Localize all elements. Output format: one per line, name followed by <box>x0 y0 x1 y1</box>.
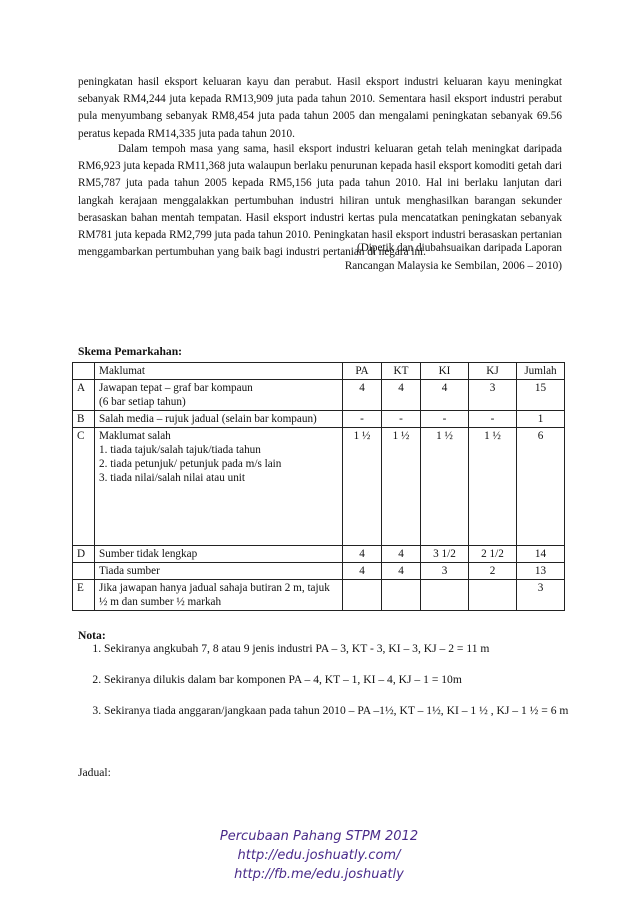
cell-kj: 2 <box>469 563 517 580</box>
cell-kj: 1 ½ <box>469 428 517 546</box>
cell-ki: 3 1/2 <box>421 546 469 563</box>
row-text-line: Jawapan tepat – graf bar kompaun <box>99 382 253 394</box>
citation-line-1: (Dipetik dan diubahsuaikan daripada Laporan <box>356 242 562 254</box>
nota-item: 3. Sekiranya tiada anggaran/jangkaan pada tahun 2010 – PA –1½, KT – 1½, KI – 1 ½ , KJ – 1 ½ = 6 m <box>104 702 590 719</box>
row-text-line: 3. tiada nilai/salah nilai atau unit <box>99 472 246 484</box>
cell-pa: 4 <box>343 546 382 563</box>
footer <box>0 827 638 884</box>
cell-ki: 3 <box>421 563 469 580</box>
header-label <box>73 363 95 380</box>
row-label: C <box>73 428 95 546</box>
row-label: D <box>73 546 95 563</box>
cell-kj: 2 1/2 <box>469 546 517 563</box>
header-jumlah: Jumlah <box>517 363 565 380</box>
citation-line-2: Rancangan Malaysia ke Sembilan, 2006 – 2010) <box>344 260 562 272</box>
table-row <box>73 546 565 563</box>
scheme-title: Skema Pemarkahan: <box>78 345 183 358</box>
cell-total: 15 <box>517 380 565 411</box>
marking-scheme-table <box>72 362 565 611</box>
cell-total: 14 <box>517 546 565 563</box>
cell-total: 13 <box>517 563 565 580</box>
row-text-line: 2. tiada petunjuk/ petunjuk pada m/s lain <box>99 458 282 470</box>
table-row <box>73 563 565 580</box>
footer-link-2[interactable]: http://fb.me/edu.joshuatly <box>234 867 404 882</box>
cell-kt: 4 <box>382 563 421 580</box>
paragraph-1: peningkatan hasil eksport keluaran kayu dan perabut. Hasil eksport industri keluaran kayu meningkat sebanyak RM4,244 juta kepada RM13,909 juta pada tahun 2010. Sementara hasil eksport industri perabut pula menyumbang sebanyak RM8,454 juta pada tahun 2005 dan mengalami peningkatan sebanyak 69.56 peratus kepada RM14,335 juta pada tahun 2010. <box>78 76 562 140</box>
cell-total: 6 <box>517 428 565 546</box>
cell-ki: 1 ½ <box>421 428 469 546</box>
row-text <box>95 380 343 411</box>
row-text-line: Maklumat salah <box>99 430 171 442</box>
table-row <box>73 580 565 611</box>
row-text: Sumber tidak lengkap <box>95 546 343 563</box>
nota-list <box>80 640 590 733</box>
footer-link-1[interactable]: http://edu.joshuatly.com/ <box>237 848 401 863</box>
cell-pa: - <box>343 411 382 428</box>
cell-kj <box>469 580 517 611</box>
header-kt: KT <box>382 363 421 380</box>
row-text: Tiada sumber <box>95 563 343 580</box>
cell-kt: 4 <box>382 546 421 563</box>
header-pa: PA <box>343 363 382 380</box>
row-text-line: 1. tiada tajuk/salah tajuk/tiada tahun <box>99 444 261 456</box>
cell-ki <box>421 580 469 611</box>
row-text: Salah media – rujuk jadual (selain bar kompaun) <box>95 411 343 428</box>
row-label: E <box>73 580 95 611</box>
nota-title: Nota: <box>78 629 106 642</box>
row-text-line: (6 bar setiap tahun) <box>99 396 186 408</box>
row-text <box>95 428 343 546</box>
row-text: Jika jawapan hanya jadual sahaja butiran 2 m, tajuk ½ m dan sumber ½ markah <box>95 580 343 611</box>
cell-kj: 3 <box>469 380 517 411</box>
header-kj: KJ <box>469 363 517 380</box>
table-row <box>73 380 565 411</box>
cell-ki: - <box>421 411 469 428</box>
paragraph-2: Dalam tempoh masa yang sama, hasil eksport industri keluaran getah telah meningkat daripada RM6,923 juta kepada RM11,368 juta walaupun berlaku penurunan kepada hasil eksport komoditi getah dari RM5,787 juta pada tahun 2005 kepada RM5,156 juta pada tahun 2010. Hal ini berlaku lanjutan dari langkah kerajaan menggalakkan pertumbuhan industri hiliran untuk menghasilkan barangan sekunder berasaskan bahan mentah tempatan. Hasil eksport industri kertas pula mencatatkan peningkatan sebanyak RM781 juta kepada RM2,799 juta pada tahun 2010. Peningkatan hasil eksport industri berasaskan pertanian menggambarkan pertumbuhan yang baik bagi industri pertanian di negara ini. <box>78 143 562 259</box>
nota-item: 2. Sekiranya dilukis dalam bar komponen PA – 4, KT – 1, KI – 4, KJ – 1 = 10m <box>104 671 590 688</box>
row-label: A <box>73 380 95 411</box>
cell-kt: 4 <box>382 380 421 411</box>
header-maklumat: Maklumat <box>95 363 343 380</box>
row-label: B <box>73 411 95 428</box>
cell-pa <box>343 580 382 611</box>
cell-kt <box>382 580 421 611</box>
jadual-label: Jadual: <box>78 766 111 779</box>
table-header-row <box>73 363 565 380</box>
cell-kj: - <box>469 411 517 428</box>
table-row <box>73 411 565 428</box>
footer-title: Percubaan Pahang STPM 2012 <box>219 829 419 844</box>
row-label <box>73 563 95 580</box>
cell-total: 3 <box>517 580 565 611</box>
cell-pa: 4 <box>343 563 382 580</box>
header-ki: KI <box>421 363 469 380</box>
cell-kt: 1 ½ <box>382 428 421 546</box>
nota-item: 1. Sekiranya angkubah 7, 8 atau 9 jenis industri PA – 3, KT - 3, KI – 3, KJ – 2 = 11 m <box>104 640 590 657</box>
cell-total: 1 <box>517 411 565 428</box>
table-row <box>73 428 565 546</box>
cell-pa: 1 ½ <box>343 428 382 546</box>
cell-kt: - <box>382 411 421 428</box>
cell-ki: 4 <box>421 380 469 411</box>
cell-pa: 4 <box>343 380 382 411</box>
